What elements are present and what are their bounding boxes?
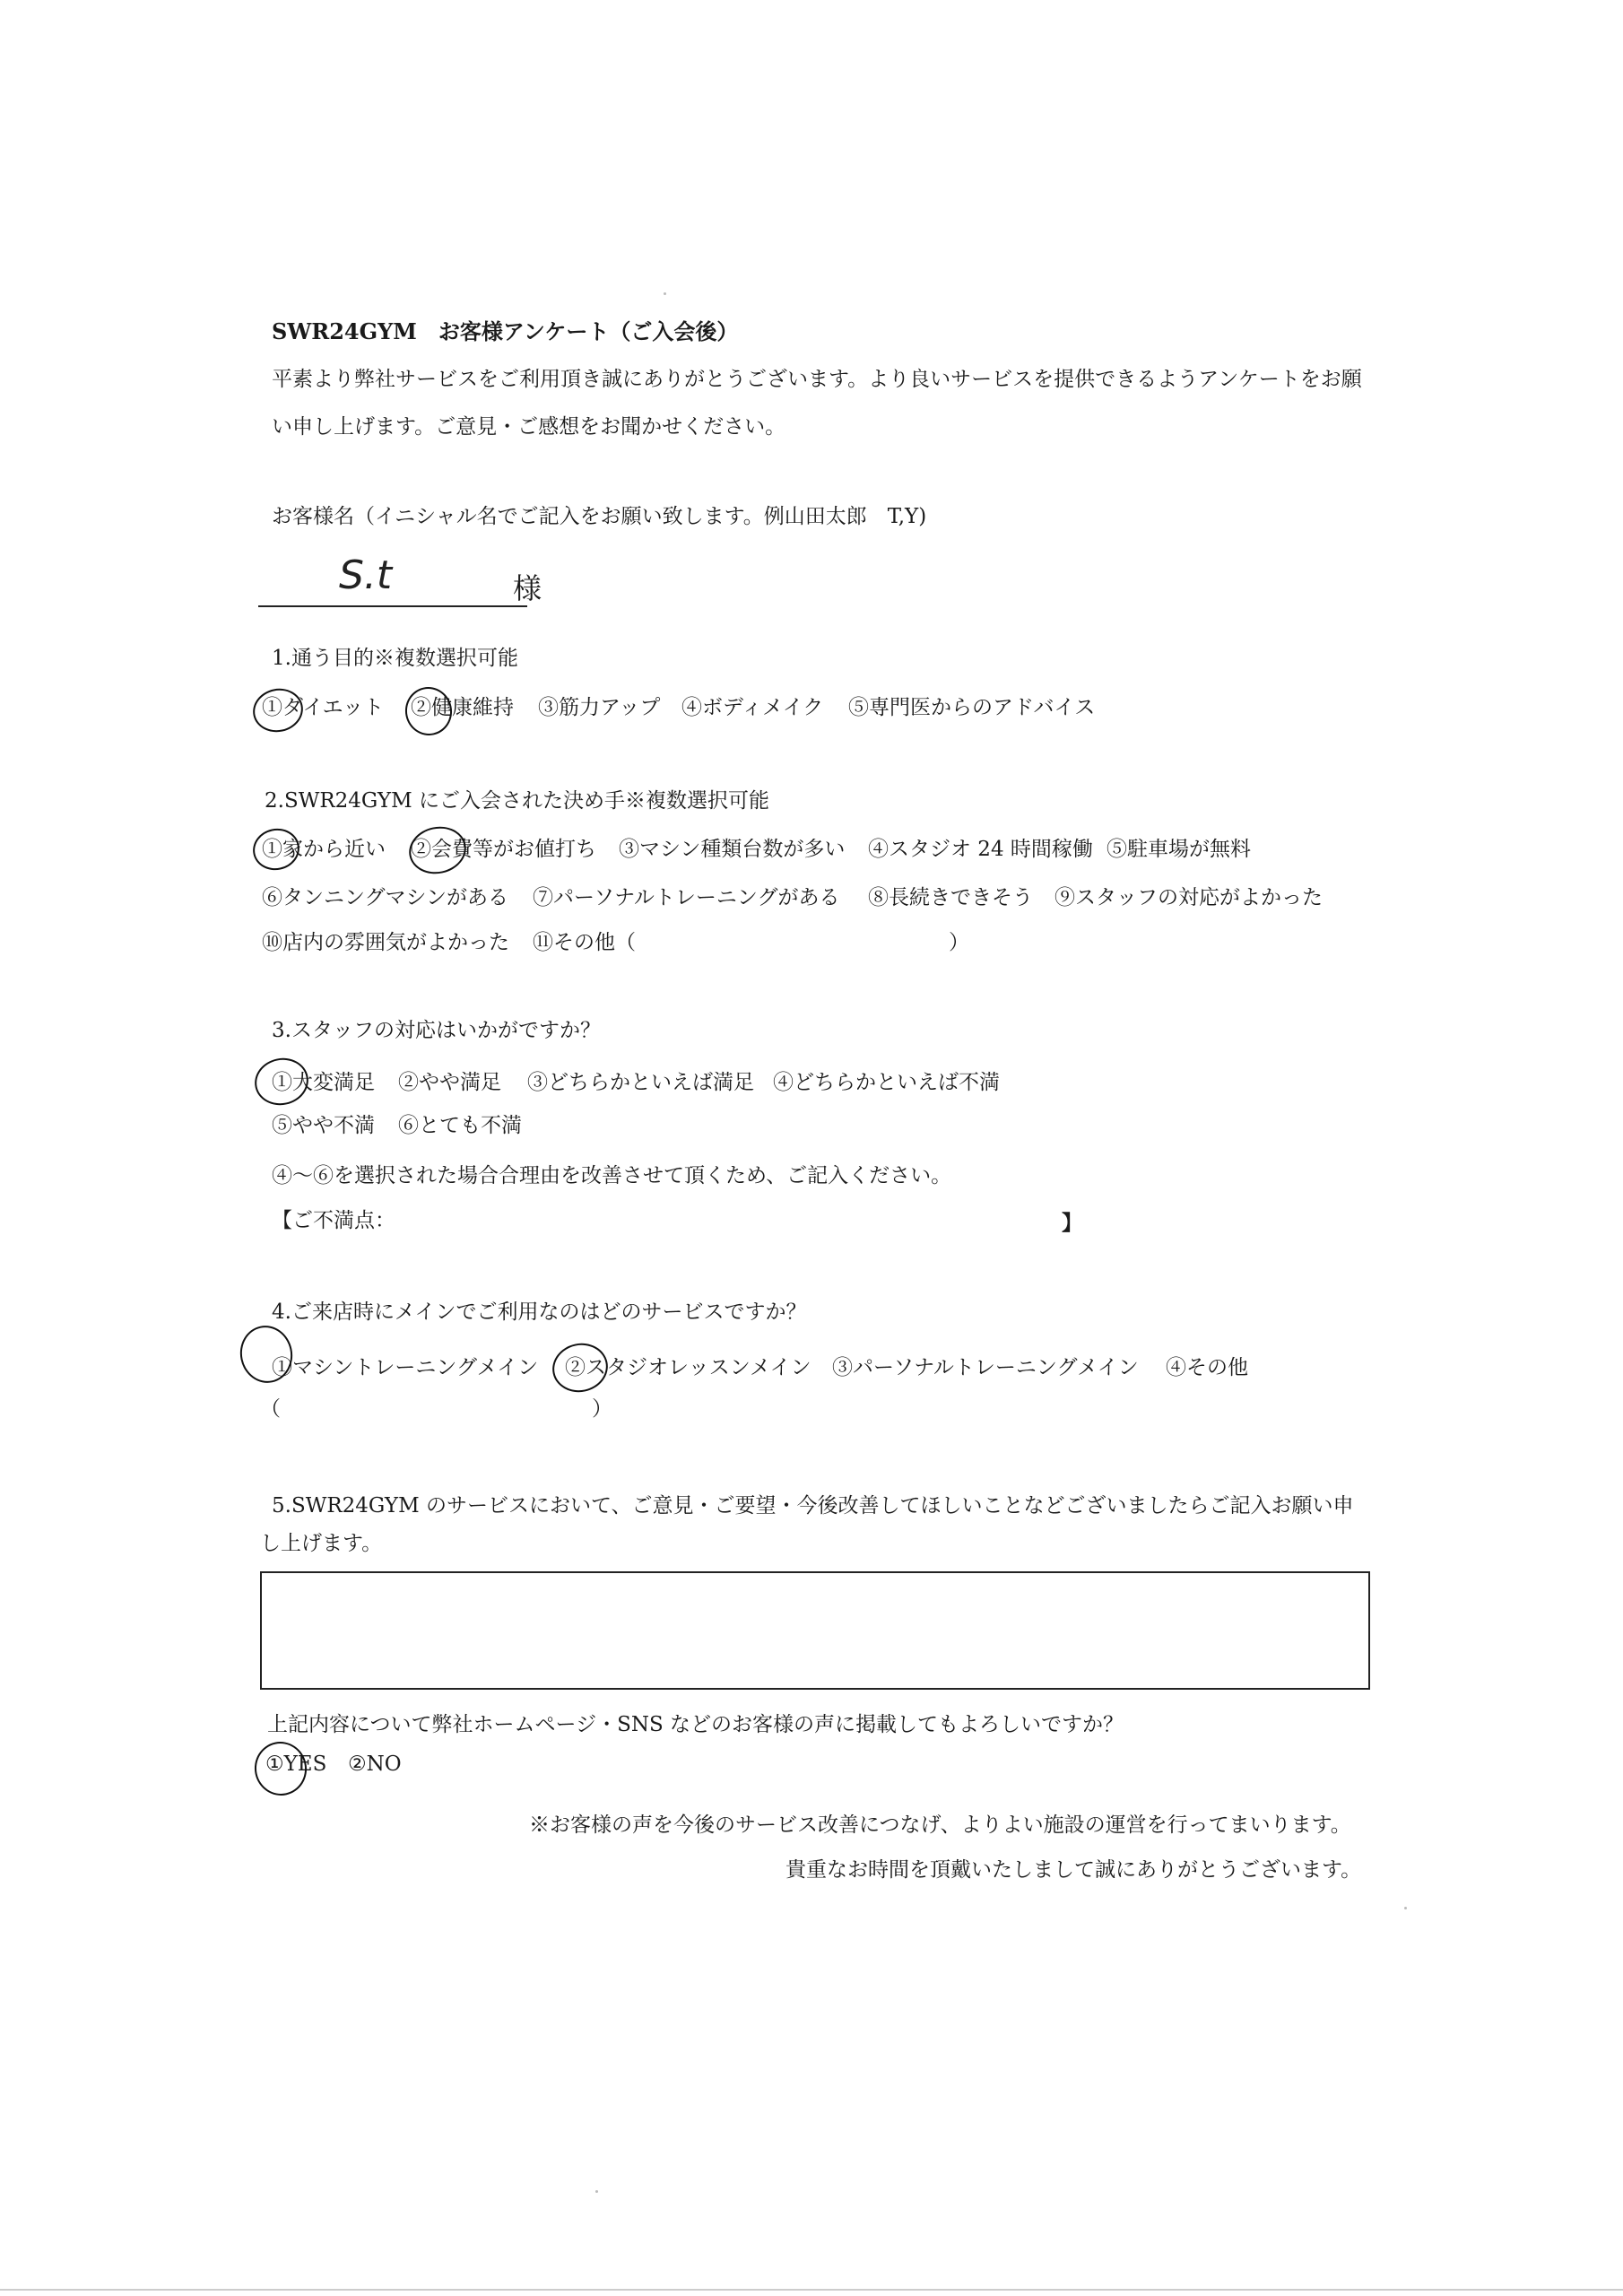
q1-title: 1.通う目的※複数選択可能 (272, 647, 518, 670)
q3-note: ④～⑥を選択された場合合理由を改善させて頂くため、ご記入ください。 (272, 1164, 952, 1187)
q2-option-sustainable[interactable]: ⑧長続きできそう (868, 886, 1033, 909)
q4-option-other[interactable]: ④その他 (1166, 1356, 1248, 1379)
q3-title: 3.スタッフの対応はいかがですか？ (272, 1019, 601, 1042)
intro-text-line-1: 平素より弊社サービスをご利用頂き誠にありがとうございます。より良いサービスを提供できるようアンケートをお願 (272, 368, 1362, 391)
q2-option-staff[interactable]: ⑨スタッフの対応がよかった (1055, 886, 1323, 909)
q2-option-atmosphere[interactable]: ⑩店内の雰囲気がよかった (262, 931, 509, 954)
q1-option-diet[interactable]: ①ダイエット (262, 696, 385, 719)
q3-option-rather-dissatisfied[interactable]: ④どちらかといえば不満 (773, 1071, 1000, 1094)
q3-option-very-dissatisfied[interactable]: ⑥とても不満 (398, 1114, 522, 1137)
q2-title: 2.SWR24GYM にご入会された決め手※複数選択可能 (265, 789, 769, 813)
q1-option-doctor-advice[interactable]: ⑤専門医からのアドバイス (848, 696, 1096, 719)
q3-complaint-field[interactable] (404, 1207, 1058, 1234)
q2-option-near-home[interactable]: ①家から近い (262, 838, 386, 861)
q2-option-other[interactable]: ⑪その他（ (533, 931, 636, 954)
q1-option-body-make[interactable]: ④ボディメイク (681, 696, 824, 719)
q3-option-somewhat-dissatisfied[interactable]: ⑤やや不満 (272, 1114, 375, 1137)
footer-note-2: 貴重なお時間を頂戴いたしまして誠にありがとうございます。 (785, 1858, 1362, 1882)
q2-option-fee[interactable]: ②会費等がお値打ち (411, 838, 596, 861)
q3-option-rather-satisfied[interactable]: ③どちらかといえば満足 (527, 1071, 754, 1094)
scan-speck (1404, 1907, 1407, 1909)
customer-honorific: 様 (513, 571, 542, 605)
consent-option-yes[interactable]: ①YES (265, 1752, 327, 1776)
footer-note-1: ※お客様の声を今後のサービス改善につなげ、よりよい施設の運営を行ってまいります。 (529, 1813, 1351, 1837)
scan-speck (664, 292, 666, 295)
q4-option-machine[interactable]: ①マシントレーニングメイン (272, 1356, 539, 1379)
q5-title-line-2: し上げます。 (260, 1532, 383, 1555)
q2-option-personal-training[interactable]: ⑦パーソナルトレーニングがある (533, 886, 840, 909)
intro-text-line-2: い申し上げます。ご意見・ご感想をお聞かせください。 (272, 415, 786, 439)
scan-bottom-edge (0, 2289, 1623, 2291)
q1-option-strength[interactable]: ③筋力アップ (538, 696, 661, 719)
q3-option-very-satisfied[interactable]: ①大変満足 (272, 1071, 375, 1094)
q5-title-line-1: 5.SWR24GYM のサービスにおいて、ご意見・ご要望・今後改善してほしいことなどございましたらご記入お願い申 (272, 1494, 1354, 1518)
consent-question: 上記内容について弊社ホームページ・SNS などのお客様の声に掲載してもよろしいですか？ (267, 1713, 1124, 1736)
q2-option-machines[interactable]: ③マシン種類台数が多い (619, 838, 846, 861)
customer-name-field[interactable]: S.t (339, 552, 393, 598)
q4-title: 4.ご来店時にメインでご利用なのはどのサービスですか？ (272, 1300, 807, 1324)
q2-option-studio-24h[interactable]: ④スタジオ 24 時間稼働 (868, 838, 1093, 861)
q2-option-tanning[interactable]: ⑥タンニングマシンがある (262, 886, 508, 909)
customer-name-underline (258, 605, 527, 607)
q1-option-health[interactable]: ②健康維持 (411, 696, 514, 719)
q2-option-free-parking[interactable]: ⑤駐車場が無料 (1107, 838, 1251, 861)
customer-name-label: お客様名（イニシャル名でご記入をお願い致します。例山田太郎 T,Y) (272, 505, 927, 528)
consent-option-no[interactable]: ②NO (348, 1752, 402, 1776)
q4-option-personal[interactable]: ③パーソナルトレーニングメイン (832, 1356, 1139, 1379)
q4-paren-open: （ (260, 1397, 281, 1421)
survey-title: SWR24GYM お客様アンケート（ご入会後） (272, 318, 739, 344)
scan-speck (595, 2190, 598, 2193)
q3-complaint-close: 】 (1062, 1211, 1082, 1235)
q4-other-field[interactable] (287, 1396, 583, 1422)
q4-paren-close: ） (592, 1397, 612, 1421)
q2-option-other-close: ） (949, 931, 969, 954)
q3-complaint-label: 【ご不満点： (272, 1209, 395, 1232)
q5-answer-box[interactable] (260, 1571, 1370, 1690)
q4-option-studio[interactable]: ②スタジオレッスンメイン (565, 1356, 812, 1379)
q3-option-somewhat-satisfied[interactable]: ②やや満足 (398, 1071, 501, 1094)
